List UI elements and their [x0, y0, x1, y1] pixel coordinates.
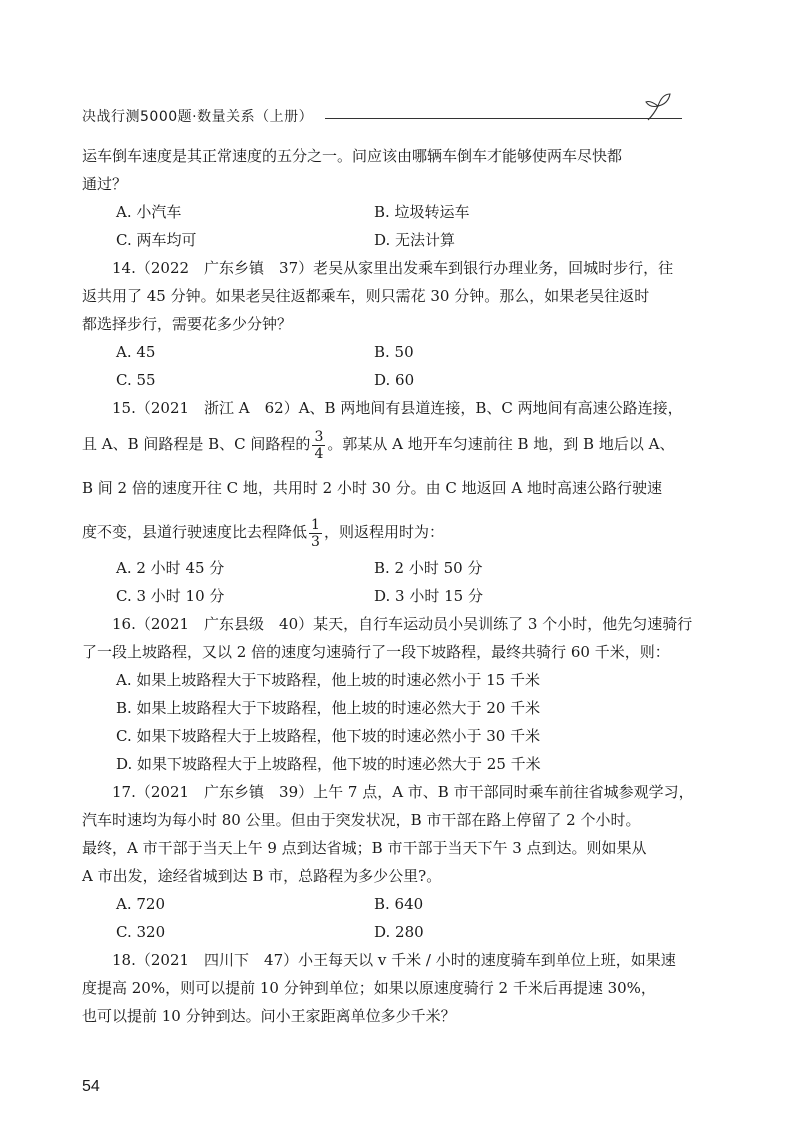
q16-option-d: D. 如果下坡路程大于上坡路程，他下坡的时速必然大于 25 千米: [116, 755, 541, 773]
fraction-one-third: [309, 517, 322, 550]
q14-option-b: B. 50: [374, 343, 414, 361]
fraction-denominator: 4: [314, 445, 324, 462]
header-title: 决战行测5000题·数量关系（上册）: [82, 109, 314, 125]
q14-line-1: 14.（2022 广东乡镇 37）老吴从家里出发乘车到银行办理业务，回城时步行，往: [112, 259, 674, 277]
q18-line-2: 度提高 20%，则可以提前 10 分钟到单位；如果以原速度骑行 2 千米后再提速 30%，: [82, 979, 656, 997]
q15-line-1: 15.（2021 浙江 A 62）A、B 两地间有县道连接，B、C 两地间有高速公路连接，: [112, 399, 683, 417]
q17-line-3: 最终，A 市干部于当天上午 9 点到达省城；B 市干部于当天下午 3 点到达。则如果从: [82, 839, 647, 857]
q17-line-1: 17.（2021 广东乡镇 39）上午 7 点，A 市、B 市干部同时乘车前往省城参观学习，: [112, 783, 694, 801]
fraction-numerator: 3: [314, 428, 324, 445]
q13-line-2: 通过？: [82, 175, 128, 193]
q17-line-4: A 市出发，途经省城到达 B 市，总路程为多少公里?。: [82, 867, 442, 885]
q15-line-4-start: 度不变，县道行驶速度比去程降低: [82, 523, 308, 541]
q15-option-c: C. 3 小时 10 分: [116, 587, 225, 605]
q13-option-d: D. 无法计算: [374, 231, 456, 249]
q17-options: [82, 890, 722, 946]
fraction-denominator: 3: [311, 533, 320, 550]
q13-option-c: C. 两车均可: [116, 231, 197, 249]
fraction-numerator: 1: [311, 516, 320, 533]
q13-option-b: B. 垃圾转运车: [374, 203, 470, 221]
question-17: [82, 778, 722, 946]
q15-option-d: D. 3 小时 15 分: [374, 587, 483, 605]
q14-option-d: D. 60: [374, 371, 415, 389]
q17-option-c: C. 320: [116, 923, 166, 941]
page-content: [82, 142, 722, 1030]
q15-line-2: [82, 422, 722, 466]
q13-option-a: A. 小汽车: [116, 203, 182, 221]
q18-line-3: 也可以提前 10 分钟到达。问小王家距离单位多少千米？: [82, 1007, 456, 1025]
header-rule: [325, 118, 682, 119]
question-18: [82, 946, 722, 1030]
question-14: [82, 254, 722, 394]
q15-option-a: A. 2 小时 45 分: [116, 559, 225, 577]
q15-line-3: B 间 2 倍的速度开往 C 地，共用时 2 小时 30 分。由 C 地返回 A 地时高速公路行驶速: [82, 479, 662, 497]
q13-line-1: 运车倒车速度是其正常速度的五分之一。问应该由哪辆车倒车才能够使两车尽快都: [82, 147, 623, 165]
q14-options: [82, 338, 722, 394]
q16-line-2: 了一段上坡路程，又以 2 倍的速度匀速骑行了一段下坡路程，最终共骑行 60 千米，则：: [82, 643, 670, 661]
question-16: [82, 610, 722, 778]
sprout-icon: [640, 82, 680, 122]
question-13-continued: [82, 142, 722, 254]
q17-line-2: 汽车时速均为每小时 80 公里。但由于突发状况，B 市干部在路上停留了 2 个小时。: [82, 811, 641, 829]
q15-options: [82, 554, 722, 610]
q16-line-1: 16.（2021 广东县级 40）某天，自行车运动员小吴训练了 3 个小时，他先匀速骑行: [112, 615, 693, 633]
q16-option-b: B. 如果上坡路程大于下坡路程，他上坡的时速必然大于 20 千米: [116, 699, 541, 717]
fraction-three-quarters: [312, 429, 325, 462]
q15-line-2-end: 。郭某从 A 地开车匀速前往 B 地，到 B 地后以 A、: [327, 435, 675, 453]
q16-option-c: C. 如果下坡路程大于上坡路程，他下坡的时速必然小于 30 千米: [116, 727, 541, 745]
q14-option-a: A. 45: [116, 343, 156, 361]
q17-option-d: D. 280: [374, 923, 424, 941]
q16-option-a: A. 如果上坡路程大于下坡路程，他上坡的时速必然小于 15 千米: [116, 671, 540, 689]
q14-option-c: C. 55: [116, 371, 156, 389]
running-header: [82, 103, 682, 129]
question-15: [82, 394, 722, 610]
q15-line-4-end: ，则返程用时为：: [323, 523, 444, 541]
page-number: 54: [82, 1078, 100, 1095]
q18-line-1: 18.（2021 四川下 47）小王每天以 v 千米 / 小时的速度骑车到单位上班，如果速: [112, 951, 676, 969]
q15-option-b: B. 2 小时 50 分: [374, 559, 483, 577]
q14-line-2: 返共用了 45 分钟。如果老吴往返都乘车，则只需花 30 分钟。那么，如果老吴往返时: [82, 287, 650, 305]
q15-line-4: [82, 510, 722, 554]
q17-option-a: A. 720: [116, 895, 165, 913]
q14-line-3: 都选择步行，需要花多少分钟？: [82, 315, 293, 333]
q17-option-b: B. 640: [374, 895, 424, 913]
q13-options: [82, 198, 722, 254]
q15-line-2-start: 且 A、B 间路程是 B、C 间路程的: [82, 435, 311, 453]
